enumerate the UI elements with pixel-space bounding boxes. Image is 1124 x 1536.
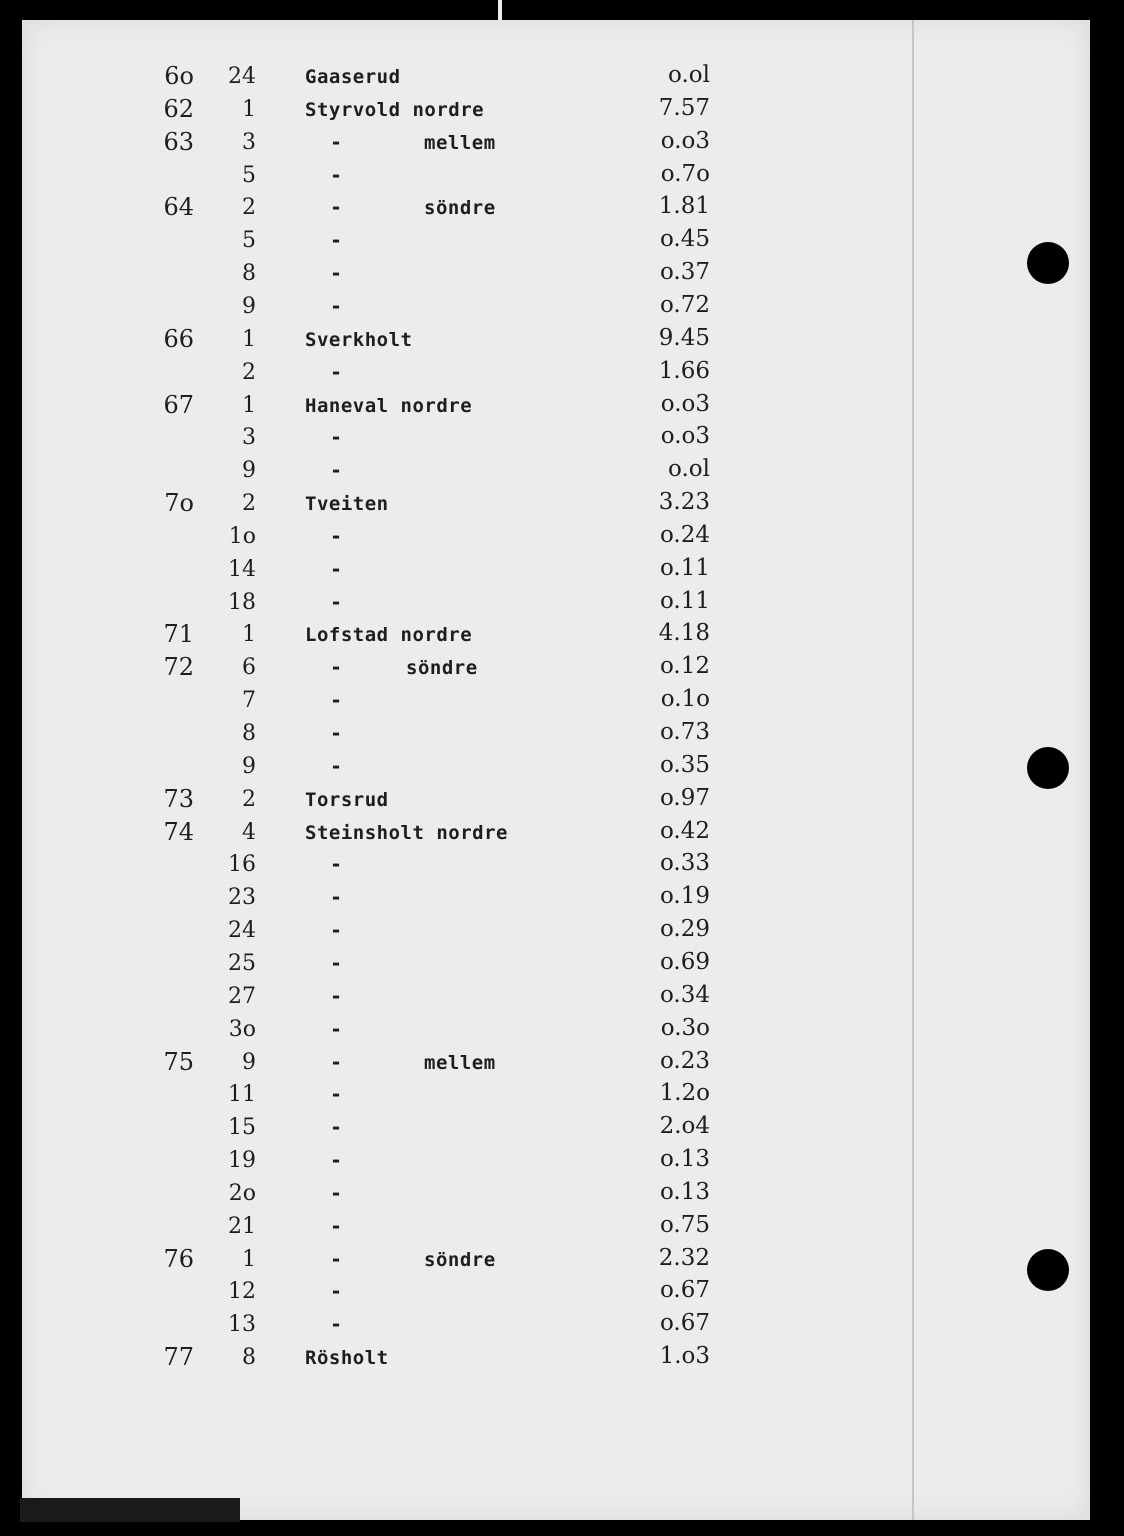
- unit-number: 5: [242, 162, 256, 188]
- farm-name: Rösholt: [305, 1347, 389, 1370]
- ditto-mark: -: [330, 589, 343, 614]
- area-value: o.7o: [660, 160, 710, 187]
- area-value: o.o3: [660, 390, 710, 417]
- area-value: o.35: [659, 751, 710, 778]
- ledger-row: [0, 883, 1124, 915]
- name-qualifier: söndre: [424, 1248, 496, 1271]
- area-value: o.45: [659, 226, 710, 253]
- area-value: o.o3: [660, 127, 710, 154]
- ledger-row: [0, 226, 1124, 258]
- ledger-row: [0, 1245, 1124, 1277]
- ditto-mark: -: [330, 458, 343, 483]
- ditto-mark: -: [330, 918, 343, 943]
- area-value: o.24: [659, 521, 710, 548]
- farm-number: 76: [163, 1244, 194, 1273]
- area-value: o.33: [659, 850, 710, 877]
- area-value: o.97: [659, 784, 710, 811]
- farm-name: Haneval nordre: [305, 394, 473, 417]
- unit-number: 14: [228, 556, 256, 582]
- area-value: 2.32: [658, 1244, 710, 1271]
- ditto-mark: -: [330, 1082, 343, 1107]
- ditto-mark: -: [330, 162, 343, 187]
- area-value: 1.66: [658, 357, 710, 384]
- farm-name: Styrvold nordre: [305, 98, 485, 121]
- area-value: o.75: [659, 1211, 710, 1238]
- unit-number: 4: [242, 819, 256, 845]
- ledger-row: [0, 62, 1124, 94]
- area-value: o.67: [659, 1277, 710, 1304]
- ledger-row: [0, 391, 1124, 423]
- area-value: o.13: [659, 1146, 710, 1173]
- ditto-mark: -: [330, 1049, 343, 1074]
- ledger-row: [0, 423, 1124, 455]
- ledger-row: [0, 850, 1124, 882]
- area-value: o.69: [659, 948, 710, 975]
- ledger-row: [0, 358, 1124, 390]
- unit-number: 16: [228, 852, 256, 878]
- farm-number: 67: [163, 390, 194, 419]
- area-value: o.19: [659, 883, 710, 910]
- ditto-mark: -: [330, 261, 343, 286]
- farm-number: 64: [163, 193, 194, 222]
- ditto-mark: -: [330, 228, 343, 253]
- unit-number: 2: [242, 359, 256, 385]
- unit-number: 1: [242, 326, 256, 352]
- name-qualifier: mellem: [424, 131, 496, 154]
- area-value: o.11: [659, 554, 710, 581]
- area-value: 1.81: [658, 193, 710, 220]
- ditto-mark: -: [330, 852, 343, 877]
- ditto-mark: -: [330, 425, 343, 450]
- area-value: o.11: [659, 587, 710, 614]
- unit-number: 25: [228, 950, 256, 976]
- area-value: 9.45: [658, 324, 710, 351]
- farm-number: 72: [163, 653, 194, 682]
- area-value: 1.2o: [659, 1080, 710, 1107]
- ledger-row: [0, 818, 1124, 850]
- area-value: o.13: [659, 1178, 710, 1205]
- area-value: o.12: [659, 653, 710, 680]
- unit-number: 8: [242, 1345, 256, 1371]
- ledger-row: [0, 752, 1124, 784]
- unit-number: 7: [242, 688, 256, 714]
- unit-number: 6: [242, 655, 256, 681]
- ledger-row: [0, 489, 1124, 521]
- ditto-mark: -: [330, 1312, 343, 1337]
- area-value: o.23: [659, 1047, 710, 1074]
- ditto-mark: -: [330, 885, 343, 910]
- farm-number: 66: [163, 324, 194, 353]
- unit-number: 12: [228, 1279, 256, 1305]
- unit-number: 1: [242, 96, 256, 122]
- ditto-mark: -: [330, 1180, 343, 1205]
- ledger-row: [0, 949, 1124, 981]
- unit-number: 2: [242, 195, 256, 221]
- unit-number: 5: [242, 228, 256, 254]
- area-value: o.73: [659, 719, 710, 745]
- farm-number: 62: [163, 94, 194, 123]
- ledger-row: [0, 982, 1124, 1014]
- ledger-row: [0, 620, 1124, 652]
- area-value: o.67: [659, 1310, 710, 1337]
- unit-number: 13: [228, 1312, 256, 1338]
- ledger-row: [0, 1343, 1124, 1375]
- unit-number: 1: [242, 1246, 256, 1272]
- ledger-row: [0, 1277, 1124, 1309]
- area-value: o.3o: [660, 1014, 710, 1041]
- ditto-mark: -: [330, 293, 343, 318]
- ledger-row: [0, 292, 1124, 324]
- ditto-mark: -: [330, 950, 343, 975]
- ledger-row: [0, 588, 1124, 620]
- farm-number: 71: [163, 620, 194, 649]
- farm-name: Tveiten: [305, 493, 389, 516]
- unit-number: 2: [242, 786, 256, 812]
- area-value: o.ol: [668, 456, 710, 483]
- unit-number: 1: [242, 622, 256, 648]
- ledger-row: [0, 193, 1124, 225]
- unit-number: 9: [242, 753, 256, 779]
- area-value: o.37: [659, 259, 710, 286]
- unit-number: 9: [242, 1049, 256, 1075]
- farm-number: 73: [163, 784, 194, 813]
- area-value: o.42: [659, 817, 710, 844]
- area-value: o.1o: [660, 686, 710, 713]
- ditto-mark: -: [330, 983, 343, 1008]
- unit-number: 9: [242, 458, 256, 484]
- ledger-row: [0, 1179, 1124, 1211]
- unit-number: 1: [242, 392, 256, 418]
- unit-number: 18: [228, 589, 256, 615]
- farm-name: Lofstad nordre: [305, 624, 473, 647]
- unit-number: 24: [228, 918, 256, 944]
- farm-number: 63: [163, 127, 194, 156]
- unit-number: 23: [228, 885, 256, 911]
- unit-number: 1o: [228, 523, 256, 549]
- area-value: o.ol: [668, 62, 710, 88]
- area-value: o.34: [659, 981, 710, 1008]
- unit-number: 2o: [228, 1180, 256, 1206]
- farm-name: Steinsholt nordre: [305, 821, 508, 844]
- area-value: 1.o3: [659, 1343, 710, 1370]
- ledger-row: [0, 259, 1124, 291]
- farm-number: 75: [163, 1047, 194, 1076]
- ditto-mark: -: [330, 129, 343, 154]
- farm-number: 7o: [164, 489, 194, 518]
- unit-number: 3o: [228, 1016, 256, 1042]
- area-value: o.29: [659, 916, 710, 943]
- unit-number: 9: [242, 293, 256, 319]
- ledger-row: [0, 1212, 1124, 1244]
- ditto-mark: -: [330, 655, 343, 680]
- ditto-mark: -: [330, 523, 343, 548]
- area-value: 7.57: [658, 94, 710, 121]
- ditto-mark: -: [330, 1246, 343, 1271]
- ditto-mark: -: [330, 753, 343, 778]
- farm-name: Gaaserud: [305, 66, 401, 88]
- ledger-row: [0, 128, 1124, 160]
- area-value: o.72: [659, 291, 710, 318]
- name-qualifier: söndre: [406, 657, 478, 680]
- ledger-row: [0, 1113, 1124, 1145]
- ledger-row: [0, 916, 1124, 948]
- unit-number: 3: [242, 425, 256, 451]
- ledger-row: [0, 686, 1124, 718]
- unit-number: 2: [242, 491, 256, 517]
- ledger-row: [0, 1048, 1124, 1080]
- ditto-mark: -: [330, 195, 343, 220]
- farm-name: Sverkholt: [305, 328, 413, 351]
- ledger-row: [0, 719, 1124, 751]
- farm-number: 74: [163, 817, 194, 846]
- unit-number: 8: [242, 721, 256, 746]
- ledger-row: [0, 456, 1124, 488]
- ledger-row: [0, 555, 1124, 587]
- ledger-row: [0, 785, 1124, 817]
- ledger-row: [0, 1080, 1124, 1112]
- unit-number: 24: [228, 64, 256, 89]
- unit-number: 21: [228, 1213, 256, 1239]
- unit-number: 11: [228, 1082, 256, 1108]
- unit-number: 8: [242, 261, 256, 287]
- ledger-row: [0, 522, 1124, 554]
- ledger-row: [0, 1146, 1124, 1178]
- name-qualifier: söndre: [424, 197, 496, 220]
- ledger-row: [0, 1015, 1124, 1047]
- farm-number: 6o: [164, 62, 194, 90]
- ledger-row: [0, 95, 1124, 127]
- area-value: 3.23: [658, 489, 710, 516]
- name-qualifier: mellem: [424, 1051, 496, 1074]
- ditto-mark: -: [330, 1016, 343, 1041]
- ditto-mark: -: [330, 1115, 343, 1140]
- unit-number: 15: [228, 1115, 256, 1141]
- farm-number: 77: [163, 1343, 194, 1372]
- farm-name: Torsrud: [305, 788, 389, 811]
- area-value: 4.18: [658, 620, 710, 647]
- unit-number: 3: [242, 129, 256, 155]
- ditto-mark: -: [330, 359, 343, 384]
- ditto-mark: -: [330, 1213, 343, 1238]
- ledger-row: [0, 325, 1124, 357]
- ditto-mark: -: [330, 1279, 343, 1304]
- ditto-mark: -: [330, 721, 343, 745]
- ditto-mark: -: [330, 1148, 343, 1173]
- ledger-row: [0, 653, 1124, 685]
- ledger-row: [0, 161, 1124, 193]
- area-value: o.o3: [660, 423, 710, 450]
- ditto-mark: -: [330, 556, 343, 581]
- unit-number: 19: [228, 1148, 256, 1174]
- area-value: 2.o4: [659, 1113, 710, 1140]
- unit-number: 27: [228, 983, 256, 1009]
- ditto-mark: -: [330, 688, 343, 713]
- ledger-row: [0, 1310, 1124, 1342]
